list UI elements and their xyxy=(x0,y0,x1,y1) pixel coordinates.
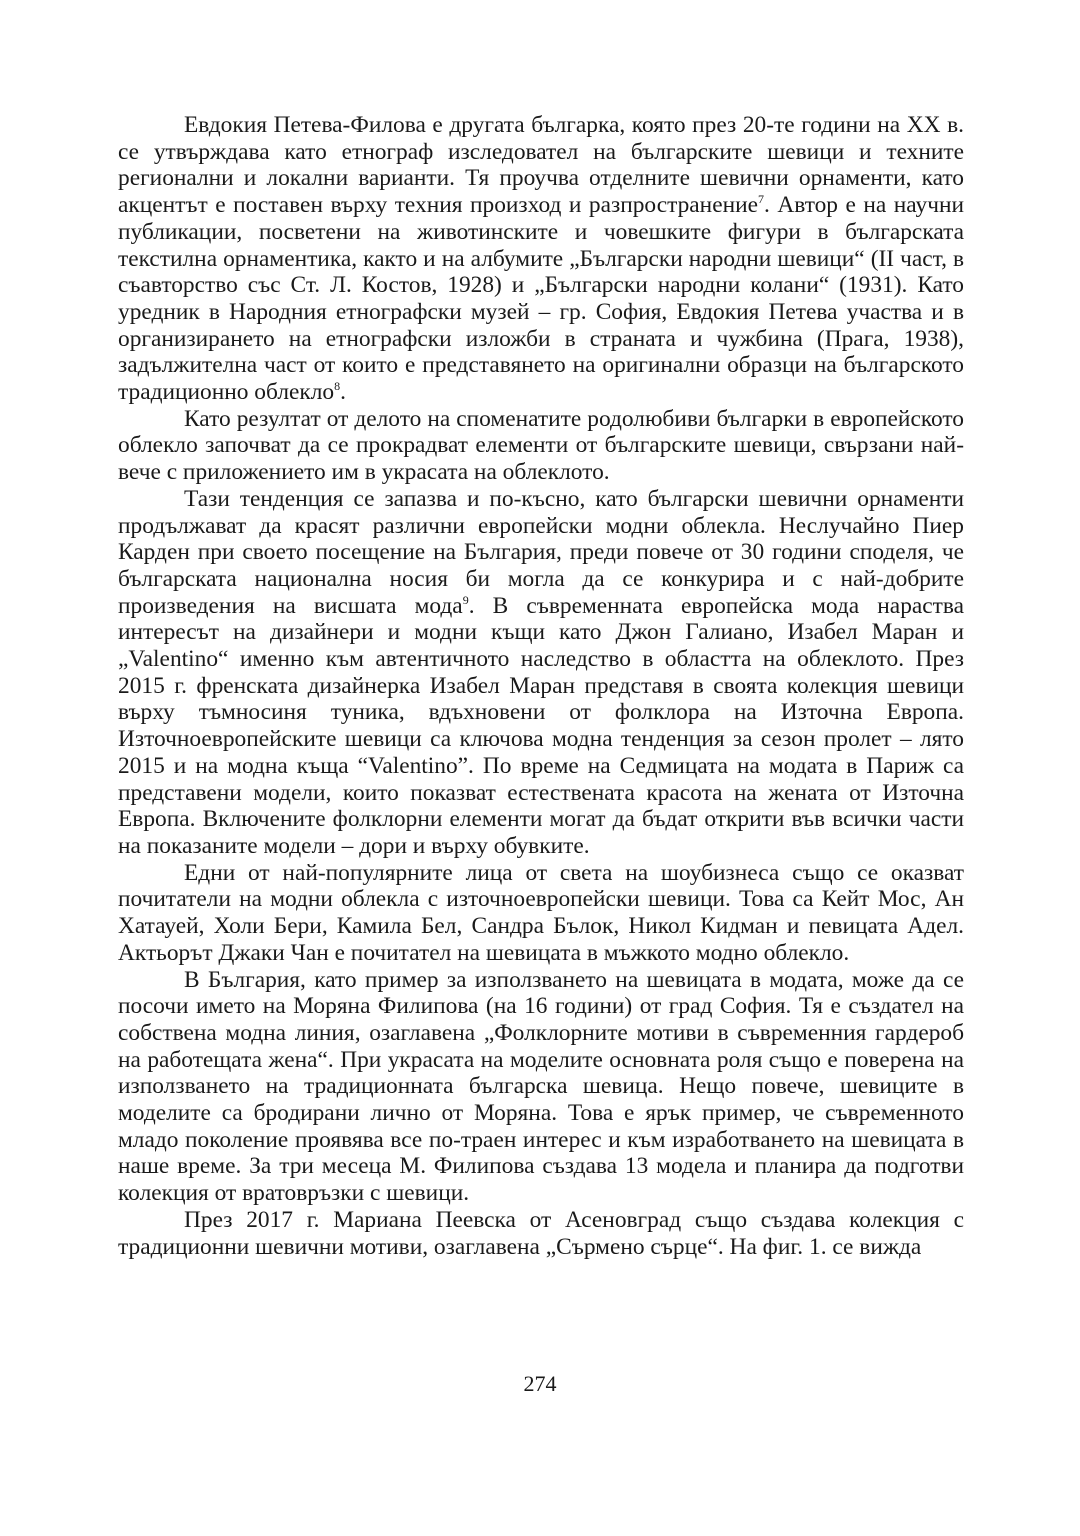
paragraph xyxy=(118,406,964,486)
paragraph xyxy=(118,112,964,406)
paragraph-text: . Автор е на научни публикации, посветени на животинските и човешките фигури в българската текстилна орнаментика, както и на албумите „Български народни шевици“ (II част, в съавторство със Ст. Л. Костов, 1928) и „Български народни колани“ (1931). Като уредник в Народния етнографски музей – гр. София, Евдокия Петева участва и в организирането на етнографски изложби в страната и чужбина (Прага, 1938), задължителна част от които е представянето на оригинални образци на българското традиционно облекло xyxy=(118,192,964,406)
paragraph xyxy=(118,860,964,967)
paragraph-text: . xyxy=(340,379,346,406)
paragraph-text: Евдокия Петева-Филова е другата българка, която през 20-те години на XX в. се утвърждава като етнограф изследовател на българските шевици и техните регионални и локални варианти. Тя проучва отделните шевични орнаменти, като акцентът е поставен върху техния произход и разпространение xyxy=(118,112,964,219)
paragraph-text: Като резултат от делото на споменатите родолюбиви българки в европейското облекло започват да се прокрадват елементи от българските шевици, свързани най-вече с приложението им в украсата на облеклото. xyxy=(118,405,964,486)
footnote-marker: 9 xyxy=(462,592,469,607)
paragraph xyxy=(118,1207,964,1260)
paragraph xyxy=(118,967,964,1207)
paragraph-text: В България, като пример за използването на шевицата в модата, може да се посочи името на Моряна Филипова (на 16 години) от град София. Тя е създател на собствена модна линия, озаглавена „Фолклорните мотиви в съвременния гардероб на работещата жена“. При украсата на моделите основната роля също е поверена на използването на традиционната българска шевица. Нещо повече, шевиците в моделите са бродирани лично от Моряна. Това е ярък пример, че съвременното младо поколение проявява все по-траен интерес и към изработването на шевицата в наше време. За три месеца М. Филипова създава 13 модела и планира да подготви колекция от вратовръзки с шевици. xyxy=(118,966,964,1207)
page-number: 274 xyxy=(523,1371,557,1396)
footnote-marker: 7 xyxy=(758,192,764,207)
paragraph-text: През 2017 г. Мариана Пеевска от Асеновград също създава колекция с традиционни шевични мотиви, озаглавена „Сърмено сърце“. На фиг. 1. се вижда xyxy=(118,1206,964,1260)
paragraph-text: . В съвременната европейска мода нараства интересът на дизайнери и модни къщи като Джон Галиано, Изабел Маран и „Valentino“ именно към автентичното наследство в областта на облеклото. През 2015 г. френската дизайнерка Изабел Маран представя в своята колекция шевици върху тъмносиня туника, вдъхновени от фолклора на Източна Европа. Източноевропейските шевици са ключова модна тенденция за сезон пролет – лято 2015 и на модна къща “Valentino”. По време на Седмицата на модата в Париж са представени модели, които показват естествената красота на жената от Източна Европа. Включените фолклорни елементи могат да бъдат открити във всички части на показаните модели – дори и върху обувките. xyxy=(118,592,964,859)
paragraph-text: Тази тенденция се запазва и по-късно, като български шевични орнаменти продължават да красят различни европейски модни облекла. Неслучайно Пиер Карден при своето посещение на България, преди повече от 30 години споделя, че българската национална носия би могла да се конкурира и с най-добрите произведения на висшата мода xyxy=(118,485,964,619)
page-body xyxy=(118,112,964,1260)
footnote-marker: 8 xyxy=(334,379,341,394)
paragraph-text: Едни от най-популярните лица от света на шоубизнеса също се оказват почитатели на модни облекла с източноевропейски шевици. Това са Кейт Мос, Ан Хатауей, Холи Бери, Камила Бел, Сандра Бълок, Никол Кидман и певицата Адел. Актьорът Джаки Чан е почитател на шевицата в мъжкото модно облекло. xyxy=(118,859,964,966)
paragraph xyxy=(118,486,964,860)
